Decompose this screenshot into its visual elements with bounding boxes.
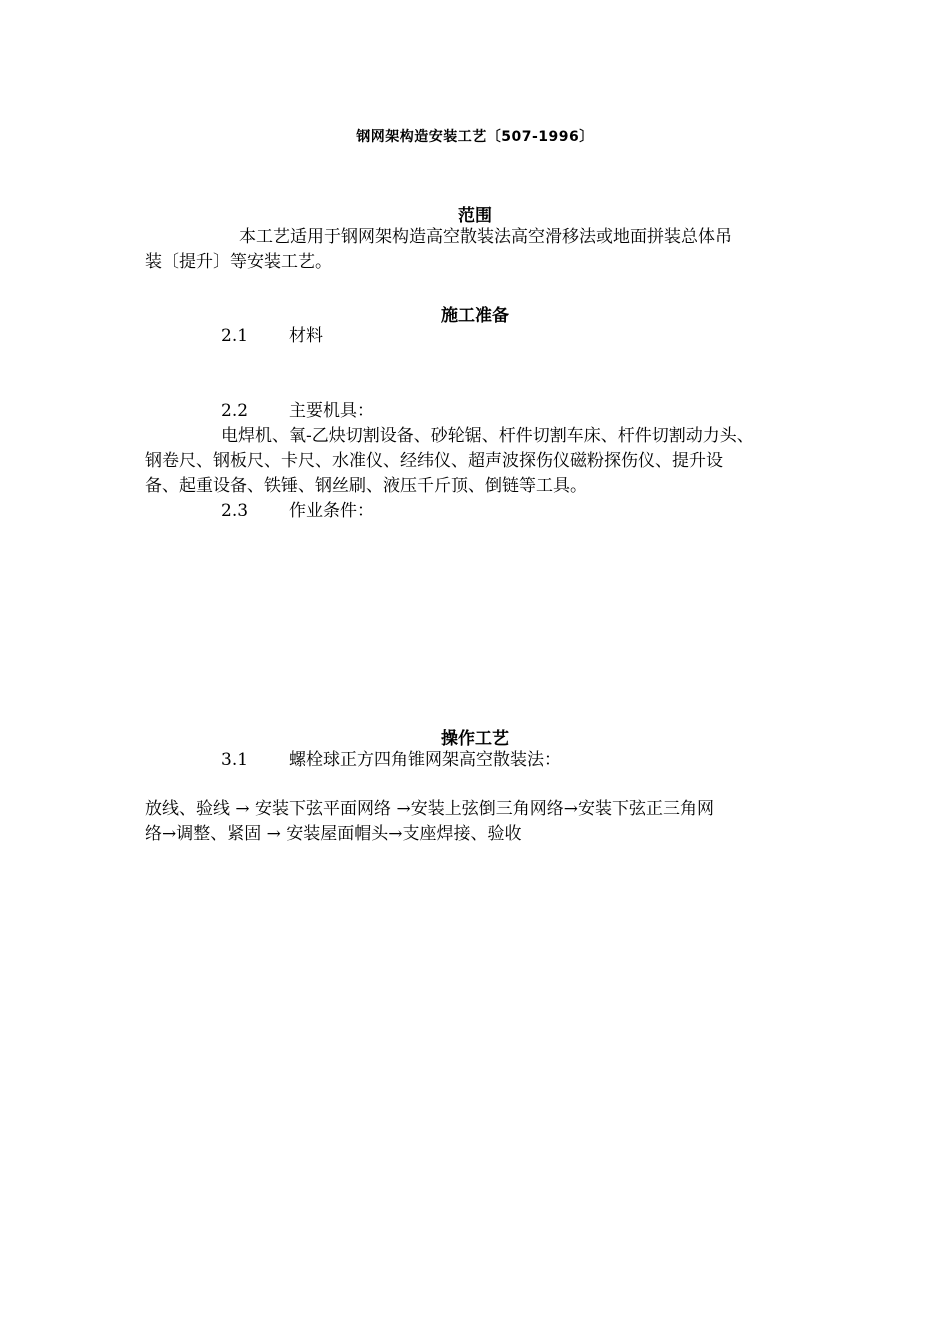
tools-line-2: 钢卷尺、钢板尺、卡尺、水准仪、经纬仪、超声波探伤仪磁粉探伤仪、提升设	[145, 451, 723, 471]
list-item-tools	[221, 399, 374, 424]
tools-line-3: 备、起重设备、铁锤、钢丝刷、液压千斤顶、倒链等工具。	[145, 476, 587, 496]
list-item-conditions	[221, 499, 374, 524]
item-number: 2.1	[221, 326, 249, 346]
process-flow-line-2: 络→调整、紧固 → 安装屋面帽头→支座焊接、验收	[145, 824, 522, 844]
document-title: 钢网架构造安装工艺〔507-1996〕	[356, 129, 594, 145]
tools-line-1: 电焊机、氧-乙炔切割设备、砂轮锯、杆件切割车床、杆件切割动力头、	[221, 426, 754, 446]
item-label: 作业条件：	[289, 501, 374, 521]
section-heading-scope: 范围	[458, 206, 492, 226]
scope-paragraph-line-1: 本工艺适用于钢网架构造高空散装法高空滑移法或地面拼装总体吊	[239, 227, 732, 247]
item-label: 螺栓球正方四角锥网架高空散装法：	[289, 750, 561, 770]
item-label: 主要机具：	[289, 401, 374, 421]
process-flow-line-1: 放线、验线 → 安装下弦平面网络 →安装上弦倒三角网络→安装下弦正三角网	[145, 799, 714, 819]
list-item-method	[221, 748, 561, 773]
item-number: 3.1	[221, 750, 249, 770]
item-number: 2.3	[221, 501, 249, 521]
item-label: 材料	[289, 326, 323, 346]
scope-paragraph-line-2: 装〔提升〕等安装工艺。	[145, 252, 332, 272]
section-heading-preparation: 施工准备	[441, 306, 509, 326]
section-heading-process: 操作工艺	[441, 729, 509, 749]
item-number: 2.2	[221, 401, 249, 421]
list-item-materials	[221, 324, 323, 349]
